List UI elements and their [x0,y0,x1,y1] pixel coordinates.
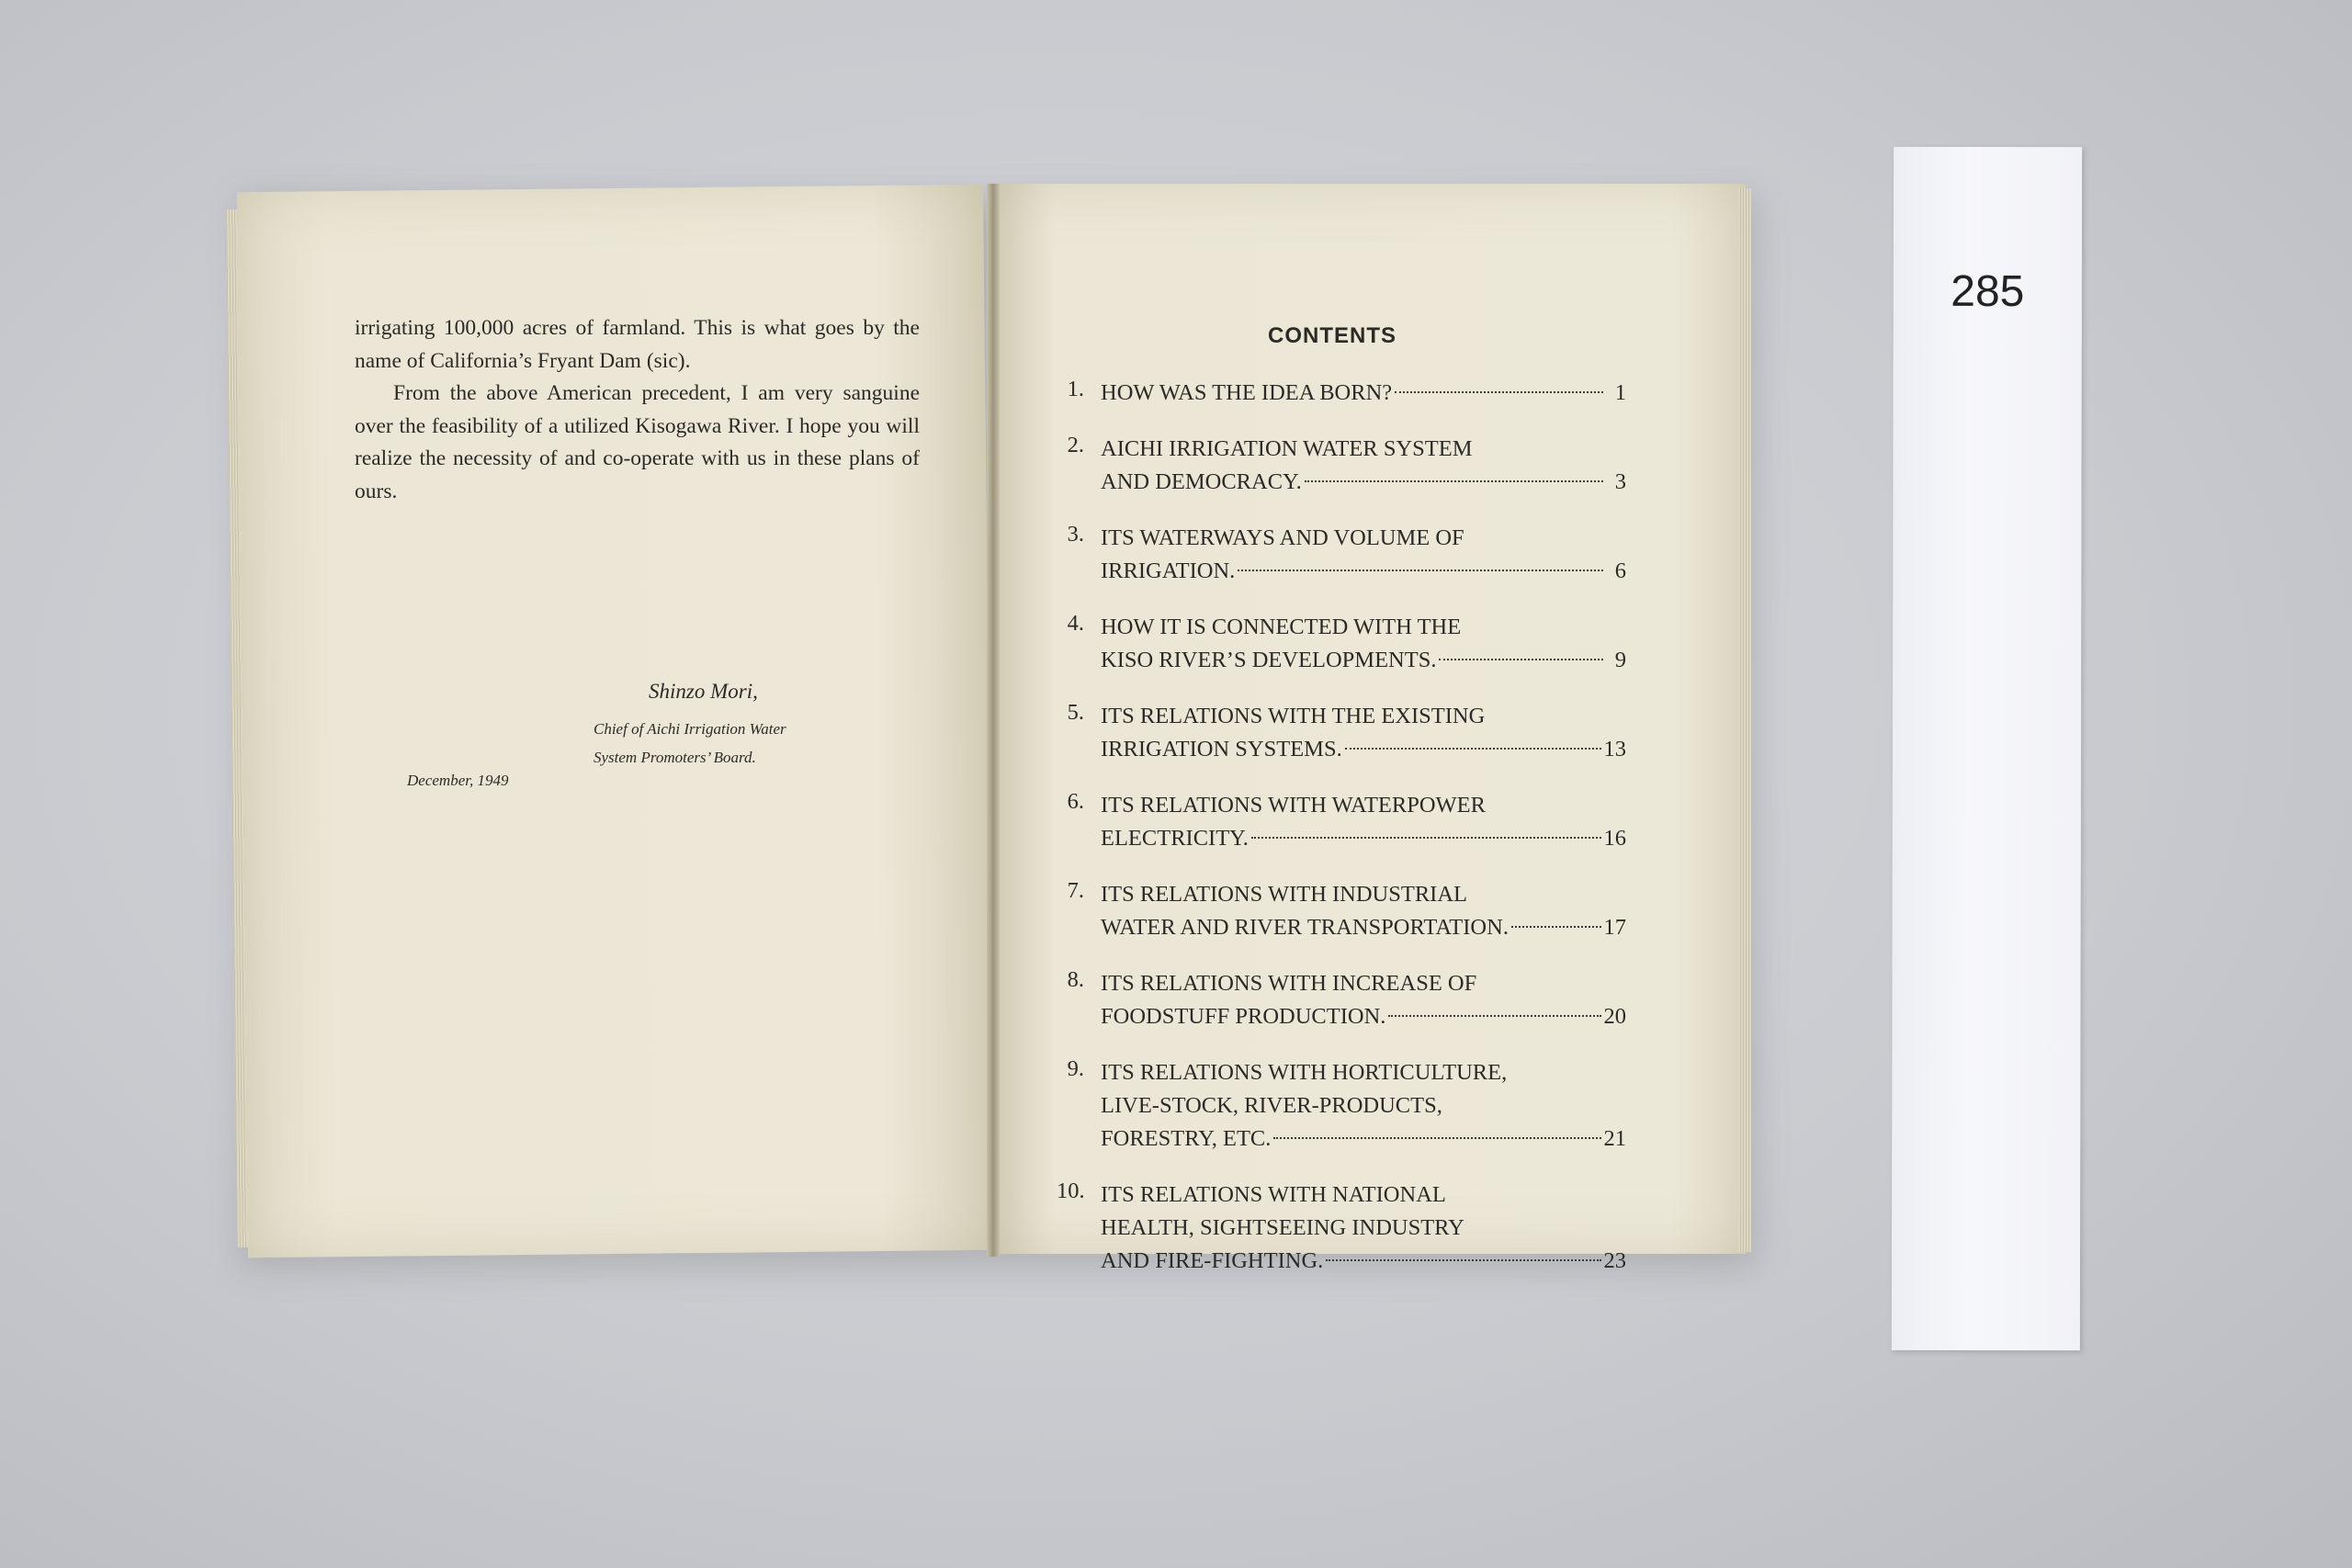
toc-entry-line: AND DEMOCRACY. [1101,469,1302,494]
toc-page-number: 20 [1603,1004,1626,1029]
toc-page-number: 16 [1603,826,1626,851]
toc-page-number: 6 [1614,558,1626,583]
toc-entry-line: ITS RELATIONS WITH THE EXISTING [1101,704,1486,728]
toc-page-number: 13 [1603,737,1626,761]
signature-title-line-2: System Promoters’ Board. [594,749,756,766]
left-page-body [355,312,920,508]
signature-title [594,715,786,772]
toc-page-number: 3 [1614,469,1626,494]
contents-heading: CONTENTS [1268,323,1396,348]
date: December, 1949 [407,772,509,789]
toc-entry-line: ITS WATERWAYS AND VOLUME OF [1101,525,1464,550]
toc-entry [1057,1056,1626,1156]
toc-entry [1057,878,1626,944]
toc-entry-number: 1. [1067,377,1084,401]
toc-entry-number: 3. [1067,522,1084,547]
toc-entry-line: LIVE-STOCK, RIVER-PRODUCTS, [1101,1093,1442,1118]
toc-entry-line: FORESTRY, ETC. [1101,1126,1272,1151]
toc-entry [1057,700,1626,766]
toc-entry-number: 6. [1067,789,1084,814]
toc-entry-line: KISO RIVER’S DEVELOPMENTS. [1101,648,1437,672]
signature-name: Shinzo Mori, [649,680,758,703]
tag-number: 285 [1951,266,2025,317]
toc-entry-line: AND FIRE-FIGHTING. [1101,1248,1324,1273]
toc-page-number: 23 [1603,1248,1626,1273]
toc-entry [1057,377,1626,410]
toc-page-number: 17 [1603,915,1626,940]
number-tag [1892,147,2082,1350]
toc-entry-line: IRRIGATION. [1101,558,1236,583]
toc-entry [1057,522,1626,588]
toc-entry [1057,967,1626,1033]
toc-leader-dots [1345,748,1601,750]
toc-leader-dots [1238,570,1603,571]
toc-entry-line: FOODSTUFF PRODUCTION. [1101,1004,1386,1029]
toc-entry [1057,611,1626,677]
toc-leader-dots [1395,391,1603,393]
toc-leader-dots [1305,480,1603,482]
toc-entry-line: ITS RELATIONS WITH NATIONAL [1101,1182,1446,1207]
toc-entry-line: HEALTH, SIGHTSEEING INDUSTRY [1101,1215,1464,1240]
toc-leader-dots [1439,659,1603,660]
toc-leader-dots [1251,837,1601,839]
toc-entry [1057,789,1626,855]
toc-leader-dots [1326,1259,1600,1261]
toc-page-number: 21 [1603,1126,1626,1151]
right-page-edges [1738,188,1751,1252]
toc-entry-line: IRRIGATION SYSTEMS. [1101,737,1342,761]
toc-entry-line: ITS RELATIONS WITH WATERPOWER [1101,793,1486,818]
toc-entry-line: ITS RELATIONS WITH INDUSTRIAL [1101,882,1467,907]
toc-entry-number: 2. [1067,433,1084,457]
toc-page-number: 1 [1614,380,1626,405]
paragraph-2: From the above American precedent, I am very sanguine over the feasibility of a utilized Kisogawa River. I hope you will realize the necessity of and co-operate with us in these plans of ours. [355,381,920,503]
book-gutter [987,184,1000,1257]
toc-leader-dots [1511,926,1601,928]
toc-entry-number: 9. [1067,1056,1084,1081]
signature-title-line-1: Chief of Aichi Irrigation Water [594,720,786,738]
toc-entry [1057,433,1626,499]
toc-entry [1057,1179,1626,1278]
toc-page-number: 9 [1614,648,1626,672]
toc-entry-number: 10. [1057,1179,1085,1203]
toc-entry-line: HOW IT IS CONNECTED WITH THE [1101,615,1462,639]
toc-entry-number: 5. [1067,700,1084,725]
toc-entry-line: ITS RELATIONS WITH HORTICULTURE, [1101,1060,1508,1085]
toc-entry-line: WATER AND RIVER TRANSPORTATION. [1101,915,1509,940]
toc-leader-dots [1388,1015,1600,1017]
table-of-contents [1057,377,1626,1301]
toc-leader-dots [1273,1137,1600,1139]
toc-entry-line: ELECTRICITY. [1101,826,1249,851]
toc-entry-number: 7. [1067,878,1084,903]
paragraph-1: irrigating 100,000 acres of farmland. This is what goes by the name of California’s Fryant Dam (sic). [355,316,920,373]
toc-entry-line: ITS RELATIONS WITH INCREASE OF [1101,971,1477,996]
toc-entry-number: 4. [1067,611,1084,636]
toc-entry-number: 8. [1067,967,1084,992]
toc-entry-line: AICHI IRRIGATION WATER SYSTEM [1101,436,1473,461]
toc-entry-line: HOW WAS THE IDEA BORN? [1101,380,1393,405]
